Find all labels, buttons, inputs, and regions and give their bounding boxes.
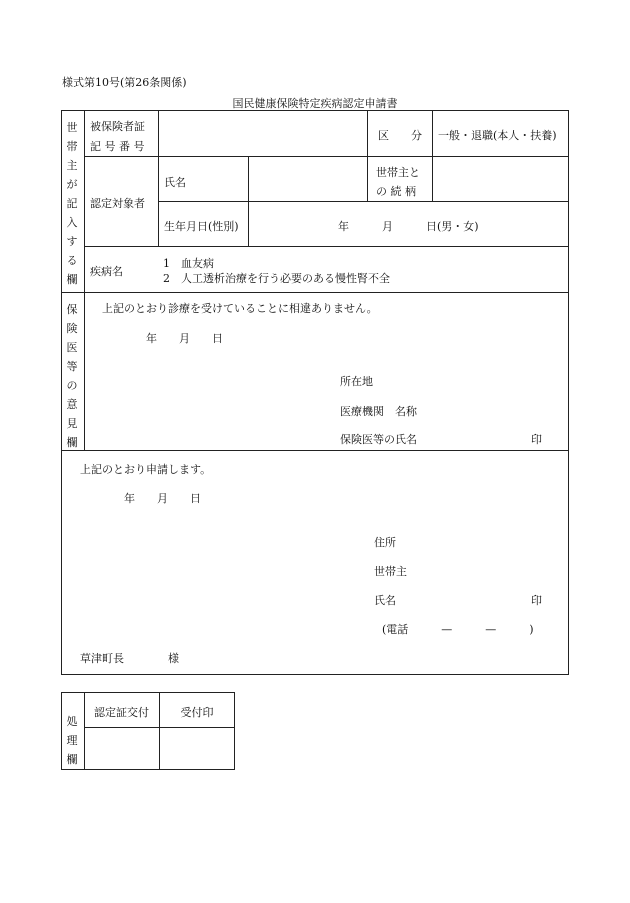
- institution-address-label: 所在地: [340, 375, 373, 388]
- relation-field[interactable]: [434, 158, 567, 199]
- doctor-date[interactable]: 年 月 日: [146, 332, 223, 345]
- processing-section-label: 処 理 欄: [66, 715, 78, 766]
- reception-stamp-header: 受付印: [180, 706, 214, 719]
- disease-option-hemophilia[interactable]: 1 血友病: [163, 257, 214, 270]
- category-label: 区 分: [378, 129, 422, 142]
- applicant-name-label: 氏名: [374, 594, 396, 607]
- name-field[interactable]: [250, 158, 365, 199]
- householder-label: 世帯主: [374, 565, 407, 578]
- form-title: 国民健康保険特定疾病認定申請書: [232, 97, 398, 110]
- insured-number-label: 被保険者証 記 号 番 号: [90, 120, 145, 153]
- applicant-address-label: 住所: [374, 536, 396, 549]
- applicant-seal: 印: [531, 594, 542, 607]
- relation-label: 世帯主と の 続 柄: [376, 166, 420, 198]
- name-label: 氏名: [164, 176, 186, 189]
- certificate-issued-header: 認定証交付: [94, 706, 149, 719]
- disease-option-renal-failure[interactable]: 2 人工透析治療を行う必要のある慢性腎不全: [163, 272, 390, 285]
- doctor-name-label: 保険医等の氏名: [340, 433, 417, 446]
- addressee: 草津町長 様: [80, 652, 179, 665]
- application-date[interactable]: 年 月 日: [124, 492, 201, 505]
- institution-name-label: 医療機関 名称: [340, 405, 417, 418]
- certificate-issued-field[interactable]: [86, 729, 158, 768]
- doctor-opinion-section-label: 保 険 医 等 の 意 見 欄: [66, 303, 78, 449]
- phone-field[interactable]: (電話 — — ): [382, 623, 534, 636]
- doctor-seal: 印: [531, 433, 542, 446]
- reception-stamp-field[interactable]: [161, 729, 233, 768]
- insured-number-field[interactable]: [160, 112, 365, 154]
- householder-section-label: 世 帯 主 が 記 入 す る 欄: [66, 121, 78, 286]
- birth-date-label: 生年月日(性別): [164, 220, 239, 233]
- category-value[interactable]: 一般・退職(本人・扶養): [438, 129, 557, 142]
- form-number: 様式第10号(第26条関係): [62, 76, 187, 89]
- disease-label: 疾病名: [90, 265, 123, 278]
- application-statement: 上記のとおり申請します。: [80, 463, 212, 476]
- birth-date-field[interactable]: 年 月 日(男・女): [338, 220, 479, 233]
- doctor-statement: 上記のとおり診療を受けていることに相違ありません。: [102, 302, 378, 315]
- target-person-label: 認定対象者: [90, 197, 145, 210]
